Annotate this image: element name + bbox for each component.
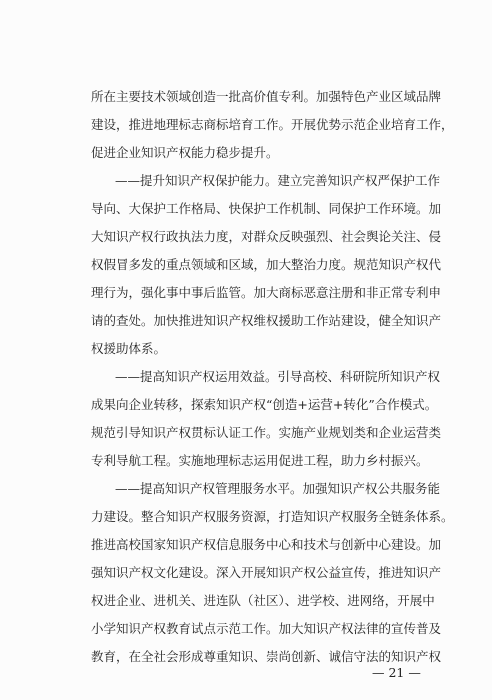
text-line: 导向、大保护工作格局、快保护工作机制、同保护工作环境。加 <box>91 201 442 216</box>
text-line: 规范引导知识产权贯标认证工作。实施产业规划类和企业运营类 <box>91 425 442 440</box>
paragraph-start-line: ——提升知识产权保护能力。建立完善知识产权严保护工作 <box>115 173 441 188</box>
text-line: 小学知识产权教育试点示范工作。加大知识产权法律的宣传普及 <box>91 621 442 636</box>
page-number: — 21 — <box>372 665 421 680</box>
text-line: 大知识产权行政执法力度，对群众反映强烈、社会舆论关注、侵 <box>91 229 442 244</box>
text-line: 教育，在全社会形成尊重知识、崇尚创新、诚信守法的知识产权 <box>91 649 442 664</box>
paragraph-start-line: ——提高知识产权管理服务水平。加强知识产权公共服务能 <box>115 481 441 496</box>
text-line: 理行为，强化事中事后监管。加大商标恶意注册和非正常专利申 <box>91 285 442 300</box>
text-line: 权进企业、进机关、进连队（社区）、进学校、进网络，开展中 <box>91 593 435 608</box>
text-line: 专利导航工程。实施地理标志运用促进工程，助力乡村振兴。 <box>91 453 429 468</box>
text-line: 推进高校国家知识产权信息服务中心和技术与创新中心建设。加 <box>91 537 442 552</box>
text-line: 强知识产权文化建设。深入开展知识产权公益宣传，推进知识产 <box>91 565 442 580</box>
text-line: 建设，推进地理标志商标培育工作。开展优势示范企业培育工作， <box>91 117 454 132</box>
text-line: 力建设。整合知识产权服务资源，打造知识产权服务全链条体系。 <box>91 509 454 524</box>
text-line: 请的查处。加快推进知识产权维权援助工作站建设，健全知识产 <box>91 313 442 328</box>
text-line: 权援助体系。 <box>91 341 167 356</box>
text-line: 所在主要技术领域创造一批高价值专利。加强特色产业区域品牌 <box>91 89 442 104</box>
text-line: 成果向企业转移，探索知识产权“创造+运营+转化”合作模式。 <box>91 397 438 412</box>
text-line: 促进企业知识产权能力稳步提升。 <box>91 145 279 160</box>
text-line: 权假冒多发的重点领域和区域，加大整治力度。规范知识产权代 <box>91 257 442 272</box>
paragraph-start-line: ——提高知识产权运用效益。引导高校、科研院所知识产权 <box>115 369 441 384</box>
